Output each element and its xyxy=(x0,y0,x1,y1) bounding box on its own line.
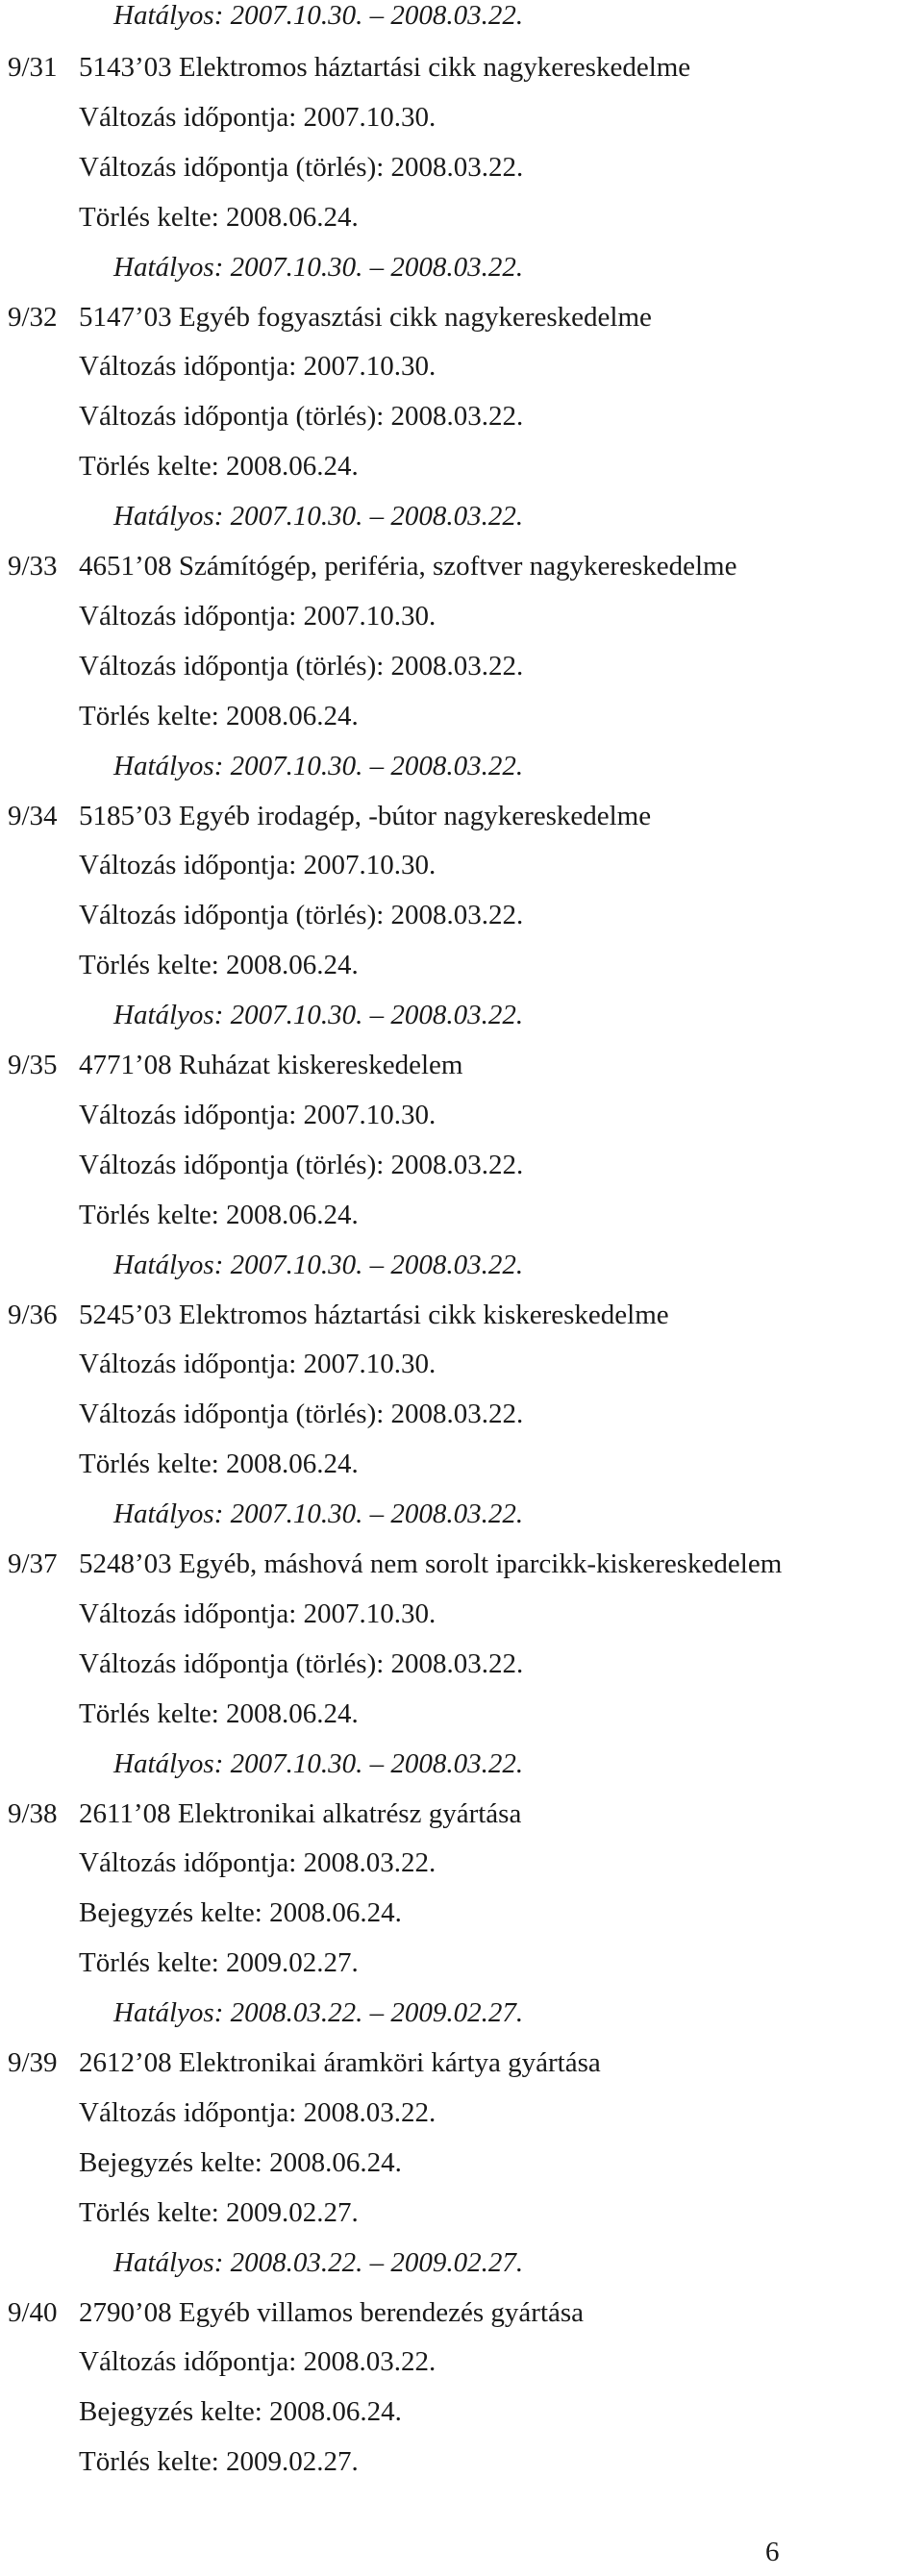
entry-detail-line: Változás időpontja: 2007.10.30. xyxy=(79,1099,437,1130)
entry-number: 9/38 xyxy=(8,1797,58,1829)
entry-detail-line: Változás időpontja: 2007.10.30. xyxy=(79,351,437,383)
effective-period: Hatályos: 2007.10.30. – 2008.03.22. xyxy=(113,501,524,533)
entry-title: 5185’03 Egyéb irodagép, -bútor nagykereskedelme xyxy=(79,800,652,831)
entry-title: 5248’03 Egyéb, máshová nem sorolt iparcikk-kiskereskedelem xyxy=(79,1548,783,1579)
entry-number: 9/32 xyxy=(8,301,58,333)
entry-detail-line: Törlés kelte: 2008.06.24. xyxy=(79,451,359,483)
effective-period: Hatályos: 2007.10.30. – 2008.03.22. xyxy=(113,750,524,781)
entry-number: 9/36 xyxy=(8,1299,58,1330)
entry-detail-line: Változás időpontja (törlés): 2008.03.22. xyxy=(79,1399,524,1430)
entry-title: 4651’08 Számítógép, periféria, szoftver nagykereskedelme xyxy=(79,551,737,582)
entry-title: 5143’03 Elektromos háztartási cikk nagykereskedelme xyxy=(79,52,691,83)
entry-detail-line: Változás időpontja: 2008.03.22. xyxy=(79,2346,437,2378)
entry-detail-line: Törlés kelte: 2008.06.24. xyxy=(79,201,359,233)
effective-period: Hatályos: 2007.10.30. – 2008.03.22. xyxy=(113,1000,524,1031)
entry-detail-line: Változás időpontja (törlés): 2008.03.22. xyxy=(79,900,524,931)
entry-detail-line: Törlés kelte: 2008.06.24. xyxy=(79,1199,359,1230)
entry-detail-line: Törlés kelte: 2009.02.27. xyxy=(79,1947,359,1979)
entry-detail-line: Bejegyzés kelte: 2008.06.24. xyxy=(79,2146,402,2178)
entry-number: 9/40 xyxy=(8,2296,58,2328)
entry-detail-line: Változás időpontja (törlés): 2008.03.22. xyxy=(79,151,524,183)
effective-period: Hatályos: 2007.10.30. – 2008.03.22. xyxy=(113,0,524,31)
entry-detail-line: Változás időpontja: 2007.10.30. xyxy=(79,850,437,881)
entry-title: 5147’03 Egyéb fogyasztási cikk nagykereskedelme xyxy=(79,301,652,333)
page-number: 6 xyxy=(765,2537,780,2567)
effective-period: Hatályos: 2007.10.30. – 2008.03.22. xyxy=(113,1499,524,1530)
entry-detail-line: Változás időpontja (törlés): 2008.03.22. xyxy=(79,401,524,433)
entry-title: 2611’08 Elektronikai alkatrész gyártása xyxy=(79,1797,522,1829)
entry-number: 9/33 xyxy=(8,551,58,582)
entry-detail-line: Változás időpontja (törlés): 2008.03.22. xyxy=(79,1149,524,1180)
entry-detail-line: Törlés kelte: 2008.06.24. xyxy=(79,950,359,981)
entry-number: 9/35 xyxy=(8,1050,58,1080)
entry-title: 5245’03 Elektromos háztartási cikk kiskereskedelme xyxy=(79,1299,669,1330)
entry-number: 9/37 xyxy=(8,1548,58,1579)
entry-number: 9/39 xyxy=(8,2047,58,2078)
entry-title: 2790’08 Egyéb villamos berendezés gyártása xyxy=(79,2296,585,2328)
entry-detail-line: Törlés kelte: 2008.06.24. xyxy=(79,1449,359,1480)
entry-detail-line: Változás időpontja: 2007.10.30. xyxy=(79,1598,437,1629)
effective-period: Hatályos: 2008.03.22. – 2009.02.27. xyxy=(113,1997,524,2029)
entry-detail-line: Változás időpontja: 2008.03.22. xyxy=(79,1847,437,1879)
entry-detail-line: Változás időpontja: 2007.10.30. xyxy=(79,600,437,632)
entry-detail-line: Törlés kelte: 2008.06.24. xyxy=(79,700,359,731)
effective-period: Hatályos: 2007.10.30. – 2008.03.22. xyxy=(113,1747,524,1779)
effective-period: Hatályos: 2007.10.30. – 2008.03.22. xyxy=(113,251,524,283)
entry-detail-line: Változás időpontja (törlés): 2008.03.22. xyxy=(79,650,524,681)
entry-title: 2612’08 Elektronikai áramköri kártya gyártása xyxy=(79,2047,601,2078)
entry-detail-line: Változás időpontja: 2007.10.30. xyxy=(79,101,437,133)
entry-number: 9/31 xyxy=(8,52,58,83)
entry-detail-line: Törlés kelte: 2009.02.27. xyxy=(79,2196,359,2228)
entry-title: 4771’08 Ruházat kiskereskedelem xyxy=(79,1050,463,1080)
entry-detail-line: Bejegyzés kelte: 2008.06.24. xyxy=(79,1897,402,1929)
entry-number: 9/34 xyxy=(8,800,58,831)
entry-detail-line: Törlés kelte: 2009.02.27. xyxy=(79,2446,359,2478)
entry-detail-line: Változás időpontja: 2007.10.30. xyxy=(79,1349,437,1380)
effective-period: Hatályos: 2007.10.30. – 2008.03.22. xyxy=(113,1249,524,1280)
effective-period: Hatályos: 2008.03.22. – 2009.02.27. xyxy=(113,2246,524,2278)
entry-detail-line: Változás időpontja (törlés): 2008.03.22. xyxy=(79,1647,524,1679)
entry-detail-line: Változás időpontja: 2008.03.22. xyxy=(79,2096,437,2128)
entry-detail-line: Bejegyzés kelte: 2008.06.24. xyxy=(79,2396,402,2428)
entry-detail-line: Törlés kelte: 2008.06.24. xyxy=(79,1697,359,1729)
